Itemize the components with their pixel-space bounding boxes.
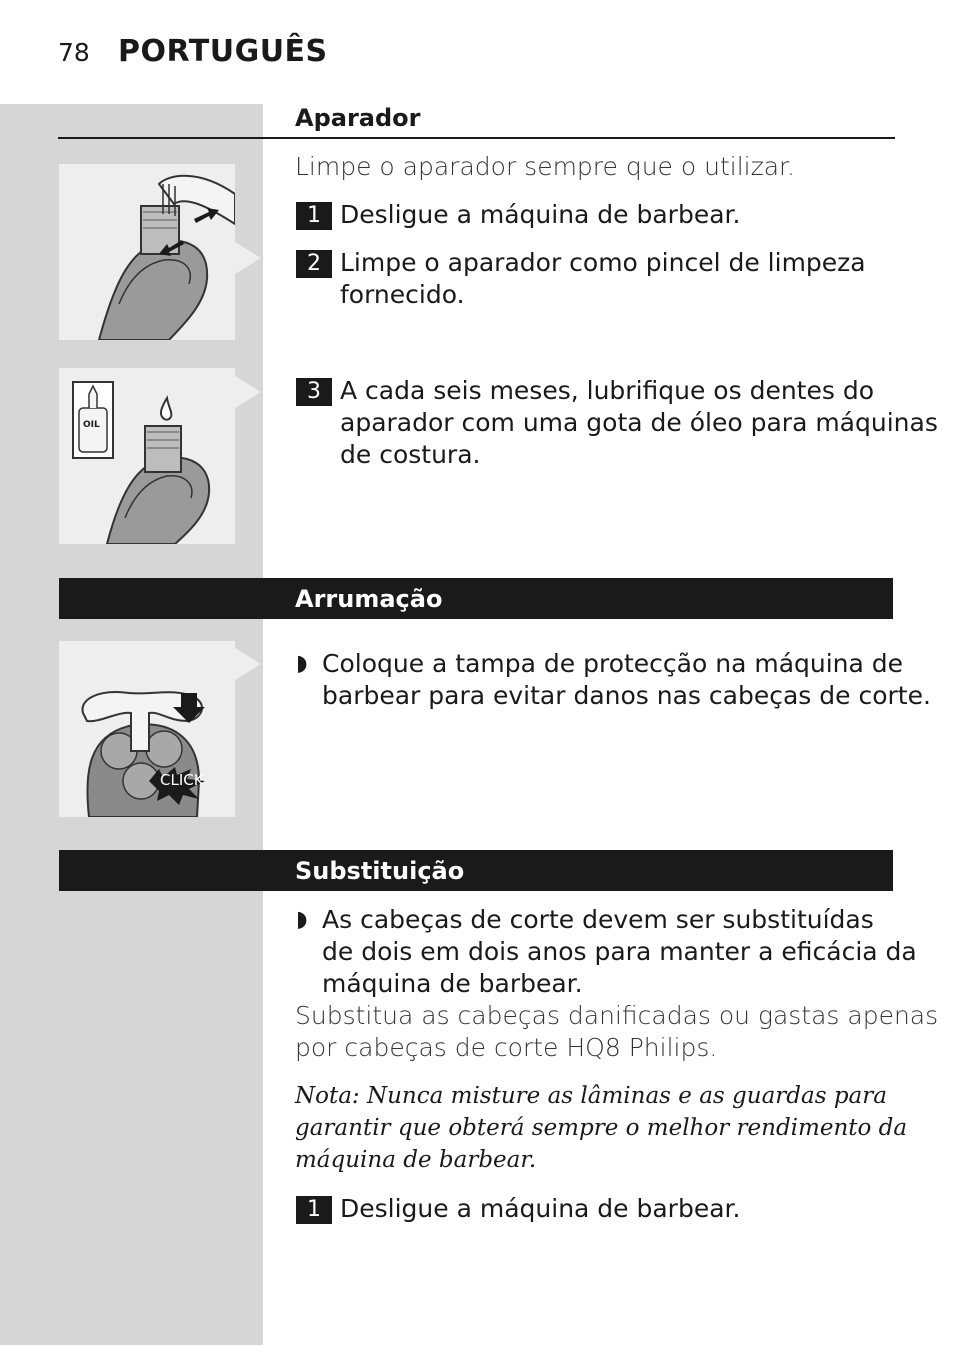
section-rule xyxy=(58,137,895,139)
click-label: CLICK xyxy=(160,771,204,789)
substituicao-text-line-3: máquina de barbear. xyxy=(322,969,583,998)
step-text-2-line-2: fornecido. xyxy=(340,280,465,309)
illustration-trimmer-cleaning xyxy=(59,164,235,340)
arrumacao-text-line-2: barbear para evitar danos nas cabeças de corte. xyxy=(322,681,931,710)
step-number-3: 3 xyxy=(296,378,332,406)
bullet-marker: ◗ xyxy=(296,651,308,676)
step-number-1: 1 xyxy=(296,202,332,230)
substituicao-step-text: Desligue a máquina de barbear. xyxy=(340,1194,741,1223)
illustration-pointer xyxy=(235,376,261,408)
section-bar-substituicao xyxy=(59,850,893,891)
illustration-pointer xyxy=(235,648,261,680)
step-number-1: 1 xyxy=(296,1196,332,1224)
section-title-arrumacao: Arrumação xyxy=(295,585,443,613)
arrumacao-text-line-1: Coloque a tampa de protecção na máquina de xyxy=(322,649,904,678)
bullet-marker: ◗ xyxy=(296,907,308,932)
step-text-3-line-2: aparador com uma gota de óleo para máquinas xyxy=(340,408,938,437)
step-text-2-line-1: Limpe o aparador como pincel de limpeza xyxy=(340,248,866,277)
illustration-protection-cap xyxy=(59,641,235,817)
substituicao-para-line-2: por cabeças de corte HQ8 Philips. xyxy=(295,1033,718,1062)
note-line-2: garantir que obterá sempre o melhor rendimento da xyxy=(295,1115,908,1141)
substituicao-para-line-1: Substitua as cabeças danificadas ou gastas apenas xyxy=(295,1001,939,1030)
note-line-1: Nota: Nunca misture as lâminas e as guardas para xyxy=(295,1083,887,1109)
step-text-3-line-3: de costura. xyxy=(340,440,481,469)
substituicao-text-line-1: As cabeças de corte devem ser substituídas xyxy=(322,905,874,934)
oil-label: OIL xyxy=(83,420,100,430)
section-title-substituicao: Substituição xyxy=(295,857,465,885)
step-text-1: Desligue a máquina de barbear. xyxy=(340,200,741,229)
language-heading: PORTUGUÊS xyxy=(118,34,328,69)
step-number-2: 2 xyxy=(296,250,332,278)
aparador-intro: Limpe o aparador sempre que o utilizar. xyxy=(295,152,795,181)
section-title-aparador: Aparador xyxy=(295,104,421,132)
note-line-3: máquina de barbear. xyxy=(295,1147,537,1173)
section-bar-arrumacao xyxy=(59,578,893,619)
illustration-pointer xyxy=(235,242,261,274)
step-text-3-line-1: A cada seis meses, lubrifique os dentes do xyxy=(340,376,874,405)
substituicao-text-line-2: de dois em dois anos para manter a eficácia da xyxy=(322,937,917,966)
page-number: 78 xyxy=(58,38,90,67)
illustration-trimmer-oiling xyxy=(59,368,235,544)
